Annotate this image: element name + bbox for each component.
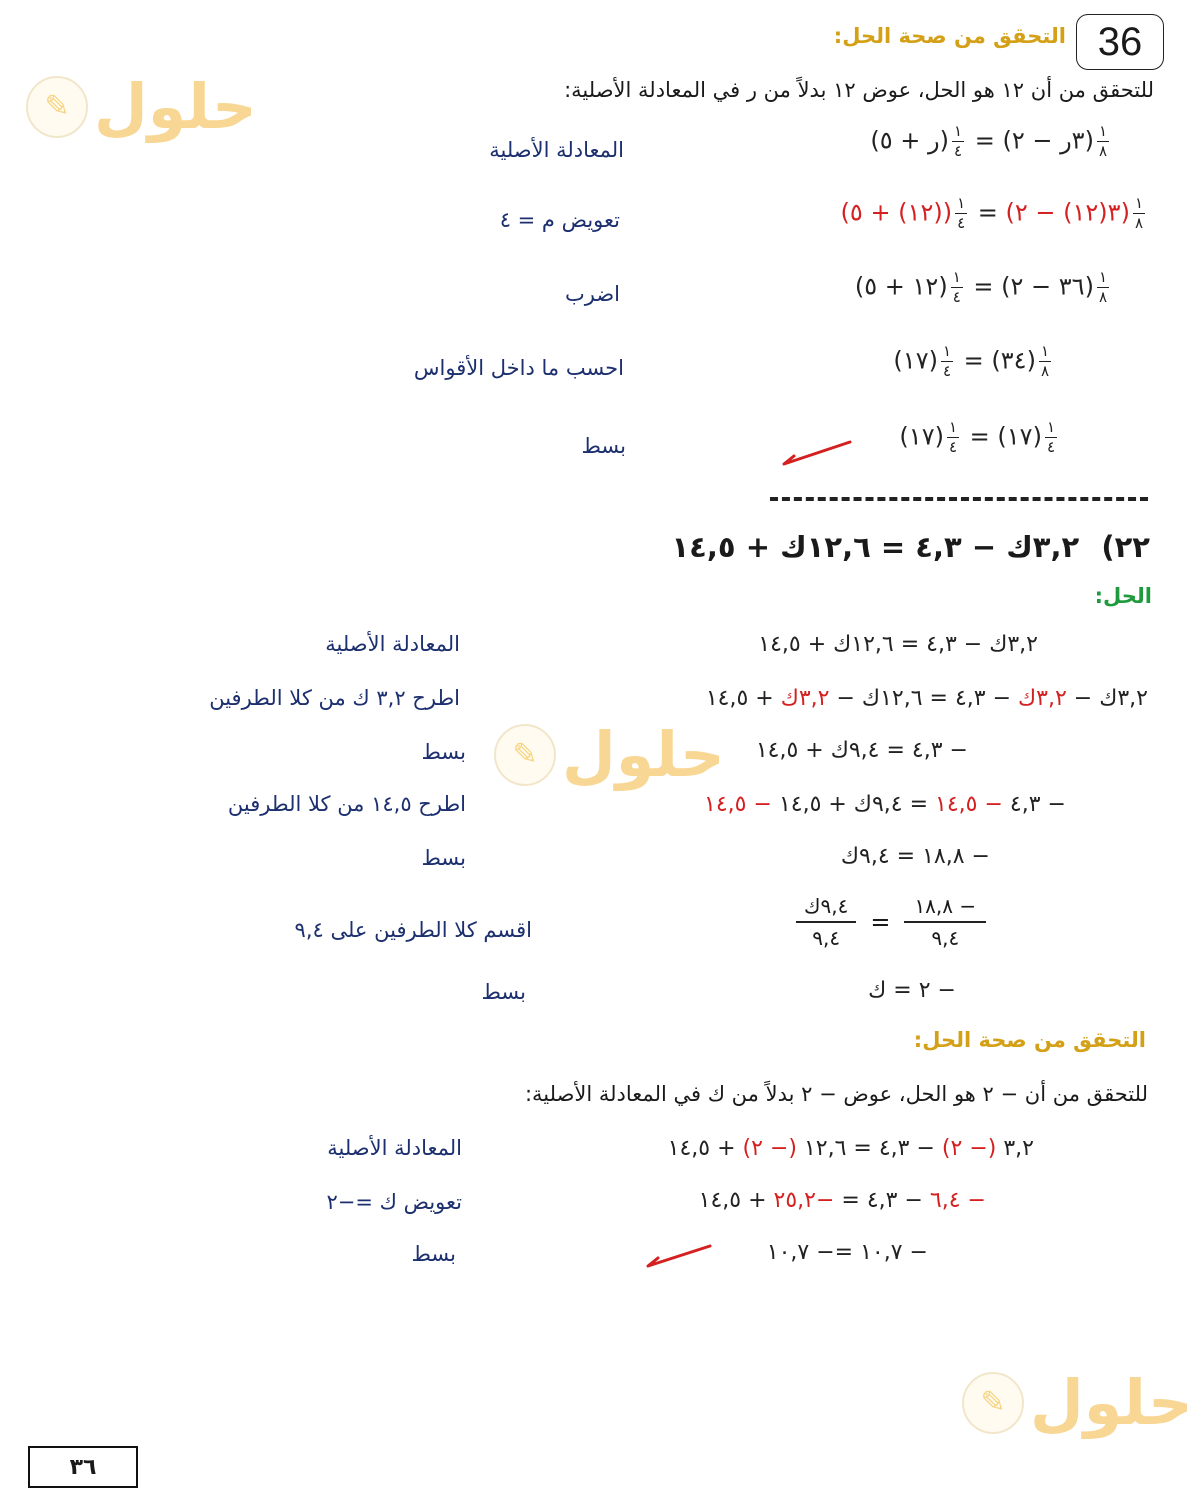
fraction-one-quarter: $\frac{١}{٤}$ [953,122,963,160]
check1-row1-note: المعادلة الأصلية [489,138,624,162]
book-icon: ✎ [494,724,556,786]
solution-row4-equation: − ٤,٣ − ١٤,٥ = ٩,٤ك + ١٤,٥ − ١٤,٥ [704,792,1066,817]
solution-row4-note: اطرح ١٤,٥ من كلا الطرفين [227,792,466,816]
solution-row3-equation: − ٤,٣ = ٩,٤ك + ١٤,٥ [755,738,968,763]
check-heading-1: التحقق من صحة الحل: [833,24,1066,48]
check2-row3-equation: − ١٠,٧ =− ١٠,٧ [766,1240,928,1265]
watermark-text: حلول [1030,1366,1193,1439]
watermark-text: حلول [94,70,257,143]
watermark-logo-bottom [962,1366,1193,1439]
problem-equation: ٣,٢ك − ٤,٣ = ١٢,٦ك + ١٤,٥ [671,530,1080,564]
solution-row7-equation: − ٢ = ك [868,978,956,1003]
footer-page-number: ٣٦ [69,1454,97,1480]
check2-row2-equation: − ٦,٤ − ٤,٣ = −٢٥,٢ + ١٤,٥ [698,1188,986,1213]
solution-row2-note: اطرح ٣,٢ ك من كلا الطرفين [209,686,460,710]
check1-row3-note: اضرب [564,282,620,306]
check2-row2-note: تعويض ك =−٢ [326,1190,462,1214]
solution-row7-note: بسط [481,980,526,1004]
solution-row6-note: اقسم كلا الطرفين على ٩,٤ [294,918,532,942]
check2-row1-equation: ٣,٢ (− ٢) − ٤,٣ = ١٢,٦ (− ٢) + ١٤,٥ [667,1136,1034,1161]
footer-page-box [28,1446,138,1488]
check1-row1-equation: $\frac{١}{٨}$ (٣ر − ٢) = $\frac{١}{٤}$ (ر + ٥) [870,122,1107,160]
book-icon: ✎ [26,76,88,138]
page-number-box [1076,14,1164,70]
solution-row5-note: بسط [421,846,466,870]
solution-heading: الحل: [1094,584,1152,608]
fraction-right-side: ٩,٤ك ٩,٤ [796,894,856,950]
check1-row3-equation: $\frac{١}{٨}$ (٣٦ − ٢) = $\frac{١}{٤}$ (١٢ + ٥) [854,268,1107,306]
check1-row5-equation: $\frac{١}{٤}$ (١٧) = $\frac{١}{٤}$ (١٧) [899,418,1055,456]
watermark-logo-middle [494,718,725,791]
checkmark-icon [644,1240,714,1272]
solution-row1-note: المعادلة الأصلية [325,632,460,656]
check-intro-1: للتحقق من أن ١٢ هو الحل، عوض ١٢ بدلاً من ر في المعادلة الأصلية: [564,78,1154,102]
solution-row5-equation: − ١٨,٨ = ٩,٤ك [840,844,990,869]
watermark-logo-top [26,70,257,143]
check-heading-2: التحقق من صحة الحل: [913,1028,1146,1052]
check2-row3-note: بسط [411,1242,456,1266]
dashed-divider [770,497,1148,501]
check1-row4-equation: $\frac{١}{٨}$ (٣٤) = $\frac{١}{٤}$ (١٧) [893,342,1049,380]
page-number: 36 [1097,19,1143,64]
check1-row4-note: احسب ما داخل الأقواس [413,356,624,380]
solution-row1-equation: ٣,٢ك − ٤,٣ = ١٢,٦ك + ١٤,٥ [758,632,1038,657]
fraction-left-side: − ١٨,٨ ٩,٤ [904,894,986,950]
check-intro-2: للتحقق من أن − ٢ هو الحل، عوض − ٢ بدلاً من ك في المعادلة الأصلية: [524,1082,1148,1106]
check1-row5-note: بسط [581,434,626,458]
problem-22 [671,530,1150,564]
checkmark-icon [780,436,854,470]
solution-row6-equation: ٩,٤ك ٩,٤ = − ١٨,٨ ٩,٤ [796,894,986,950]
check2-row1-note: المعادلة الأصلية [327,1136,462,1160]
problem-number: ٢٢) [1101,530,1150,564]
watermark-text: حلول [562,718,725,791]
solution-row2-equation: ٣,٢ك − ٣,٢ك − ٤,٣ = ١٢,٦ك − ٣,٢ك + ١٤,٥ [705,686,1148,711]
check1-row2-note: تعويض م = ٤ [499,208,620,232]
solution-row3-note: بسط [421,740,466,764]
fraction-one-eighth: $\frac{١}{٨}$ [1098,122,1107,160]
book-icon: ✎ [962,1372,1024,1434]
check1-row2-equation: $\frac{١}{٨}$ (٣(١٢) − ٢) = $\frac{١}{٤}$ ((١٢) + ٥) [840,194,1143,232]
